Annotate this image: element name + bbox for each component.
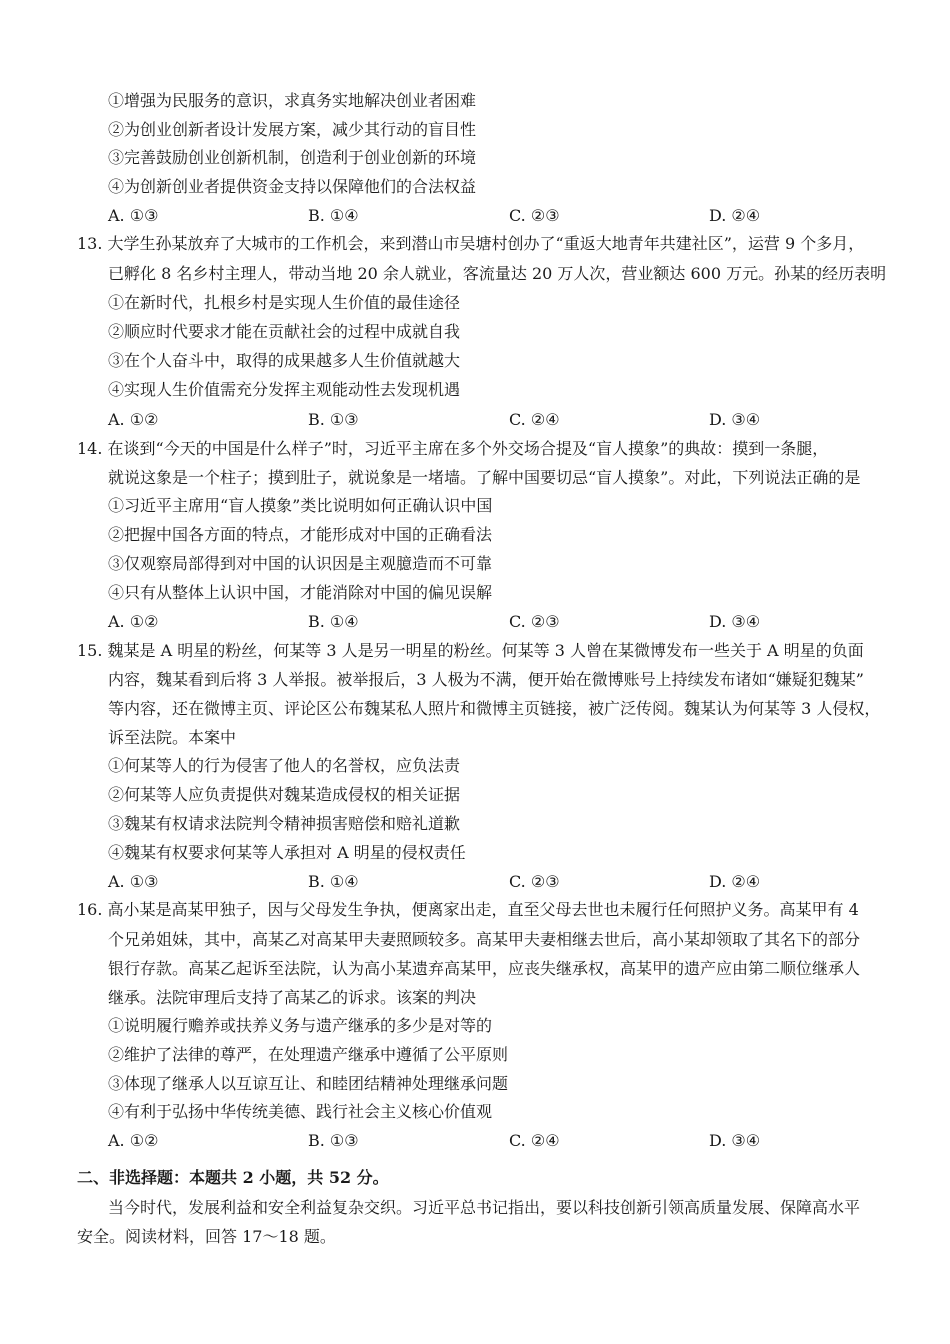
q15-stem-line-4: 诉至法院。本案中: [108, 728, 237, 747]
section2-heading: 二、非选择题：本题共 2 小题，共 52 分。: [77, 1168, 389, 1187]
q13-option-b: B. ①③: [308, 410, 359, 429]
q12-item-2: ②为创业创新者设计发展方案，减少其行动的盲目性: [108, 120, 477, 139]
q15-stem-line-1: 15. 魏某是 A 明星的粉丝，何某等 3 人是另一明星的粉丝。何某等 3 人曾在某微博发布一些关于 A 明星的负面: [77, 641, 864, 660]
q13-option-d: D. ③④: [709, 410, 761, 429]
q16-option-c: C. ②④: [509, 1131, 560, 1150]
q16-item-2: ②维护了法律的尊严，在处理遗产继承中遵循了公平原则: [108, 1045, 509, 1064]
q13-item-4: ④实现人生价值需充分发挥主观能动性去发现机遇: [108, 380, 461, 399]
q13-stem-line-1: 13. 大学生孙某放弃了大城市的工作机会，来到潜山市吴塘村创办了“重返大地青年共建社区”，运营 9 个多月，: [77, 234, 865, 253]
q16-stem-line-3: 银行存款。高某乙起诉至法院，认为高小某遗弃高某甲，应丧失继承权，高某甲的遗产应由第二顺位继承人: [108, 959, 861, 978]
q15-option-d: D. ②④: [709, 872, 761, 891]
q12-item-3: ③完善鼓励创业创新机制，创造利于创业创新的环境: [108, 148, 477, 167]
q16-option-a: A. ①②: [108, 1131, 159, 1150]
q12-option-a: A. ①③: [108, 206, 159, 225]
q12-item-1: ①增强为民服务的意识，求真务实地解决创业者困难: [108, 91, 477, 110]
q14-item-4: ④只有从整体上认识中国，才能消除对中国的偏见误解: [108, 583, 493, 602]
q16-option-d: D. ③④: [709, 1131, 761, 1150]
q15-stem-line-3: 等内容，还在微博主页、评论区公布魏某私人照片和微博主页链接，被广泛传阅。魏某认为何某等 3 人侵权，: [108, 699, 881, 718]
q13-item-2: ②顺应时代要求才能在贡献社会的过程中成就自我: [108, 322, 461, 341]
q15-item-3: ③魏某有权请求法院判令精神损害赔偿和赔礼道歉: [108, 814, 461, 833]
q12-option-b: B. ①④: [308, 206, 359, 225]
section2-intro-line-1: 当今时代，发展利益和安全利益复杂交织。习近平总书记指出，要以科技创新引领高质量发展、保障高水平: [108, 1198, 861, 1217]
q14-item-1: ①习近平主席用“盲人摸象”类比说明如何正确认识中国: [108, 496, 493, 515]
q16-item-3: ③体现了继承人以互谅互让、和睦团结精神处理继承问题: [108, 1074, 509, 1093]
q16-option-b: B. ①③: [308, 1131, 359, 1150]
q13-option-c: C. ②④: [509, 410, 560, 429]
section2-intro-line-2: 安全。阅读材料，回答 17～18 题。: [77, 1227, 336, 1246]
q16-item-1: ①说明履行赡养或扶养义务与遗产继承的多少是对等的: [108, 1016, 493, 1035]
q14-option-c: C. ②③: [509, 612, 560, 631]
q15-option-c: C. ②③: [509, 872, 560, 891]
q14-stem-line-2: 就说这象是一个柱子；摸到肚子，就说象是一堵墙。了解中国要切忌“盲人摸象”。对此，下列说法正确的是: [108, 468, 861, 487]
q15-item-2: ②何某等人应负责提供对魏某造成侵权的相关证据: [108, 785, 461, 804]
q12-option-d: D. ②④: [709, 206, 761, 225]
q15-stem-line-2: 内容，魏某看到后将 3 人举报。被举报后，3 人极为不满，便开始在微博账号上持续发布诸如“嫌疑犯魏某”: [108, 670, 864, 689]
q14-option-b: B. ①④: [308, 612, 359, 631]
q13-item-3: ③在个人奋斗中，取得的成果越多人生价值就越大: [108, 351, 461, 370]
q13-option-a: A. ①②: [108, 410, 159, 429]
q12-option-c: C. ②③: [509, 206, 560, 225]
q16-stem-line-1: 16. 高小某是高某甲独子，因与父母发生争执，便离家出走，直至父母去世也未履行任何照护义务。高某甲有 4: [77, 900, 859, 919]
q14-stem-line-1: 14. 在谈到“今天的中国是什么样子”时，习近平主席在多个外交场合提及“盲人摸象”的典故：摸到一条腿，: [77, 439, 829, 458]
q13-item-1: ①在新时代，扎根乡村是实现人生价值的最佳途径: [108, 293, 461, 312]
q16-stem-line-2: 个兄弟姐妹，其中，高某乙对高某甲夫妻照顾较多。高某甲夫妻相继去世后，高小某却领取了其名下的部分: [108, 930, 861, 949]
q13-stem-line-2: 已孵化 8 名乡村主理人，带动当地 20 余人就业，客流量达 20 万人次，营业额达 600 万元。孙某的经历表明: [108, 264, 887, 283]
q16-item-4: ④有利于弘扬中华传统美德、践行社会主义核心价值观: [108, 1102, 493, 1121]
q14-option-d: D. ③④: [709, 612, 761, 631]
q15-item-4: ④魏某有权要求何某等人承担对 A 明星的侵权责任: [108, 843, 466, 862]
q16-stem-line-4: 继承。法院审理后支持了高某乙的诉求。该案的判决: [108, 988, 477, 1007]
q14-option-a: A. ①②: [108, 612, 159, 631]
q15-item-1: ①何某等人的行为侵害了他人的名誉权，应负法责: [108, 756, 461, 775]
q14-item-2: ②把握中国各方面的特点，才能形成对中国的正确看法: [108, 525, 493, 544]
q14-item-3: ③仅观察局部得到对中国的认识因是主观臆造而不可靠: [108, 554, 493, 573]
q12-item-4: ④为创新创业者提供资金支持以保障他们的合法权益: [108, 177, 477, 196]
q15-option-b: B. ①④: [308, 872, 359, 891]
q15-option-a: A. ①③: [108, 872, 159, 891]
